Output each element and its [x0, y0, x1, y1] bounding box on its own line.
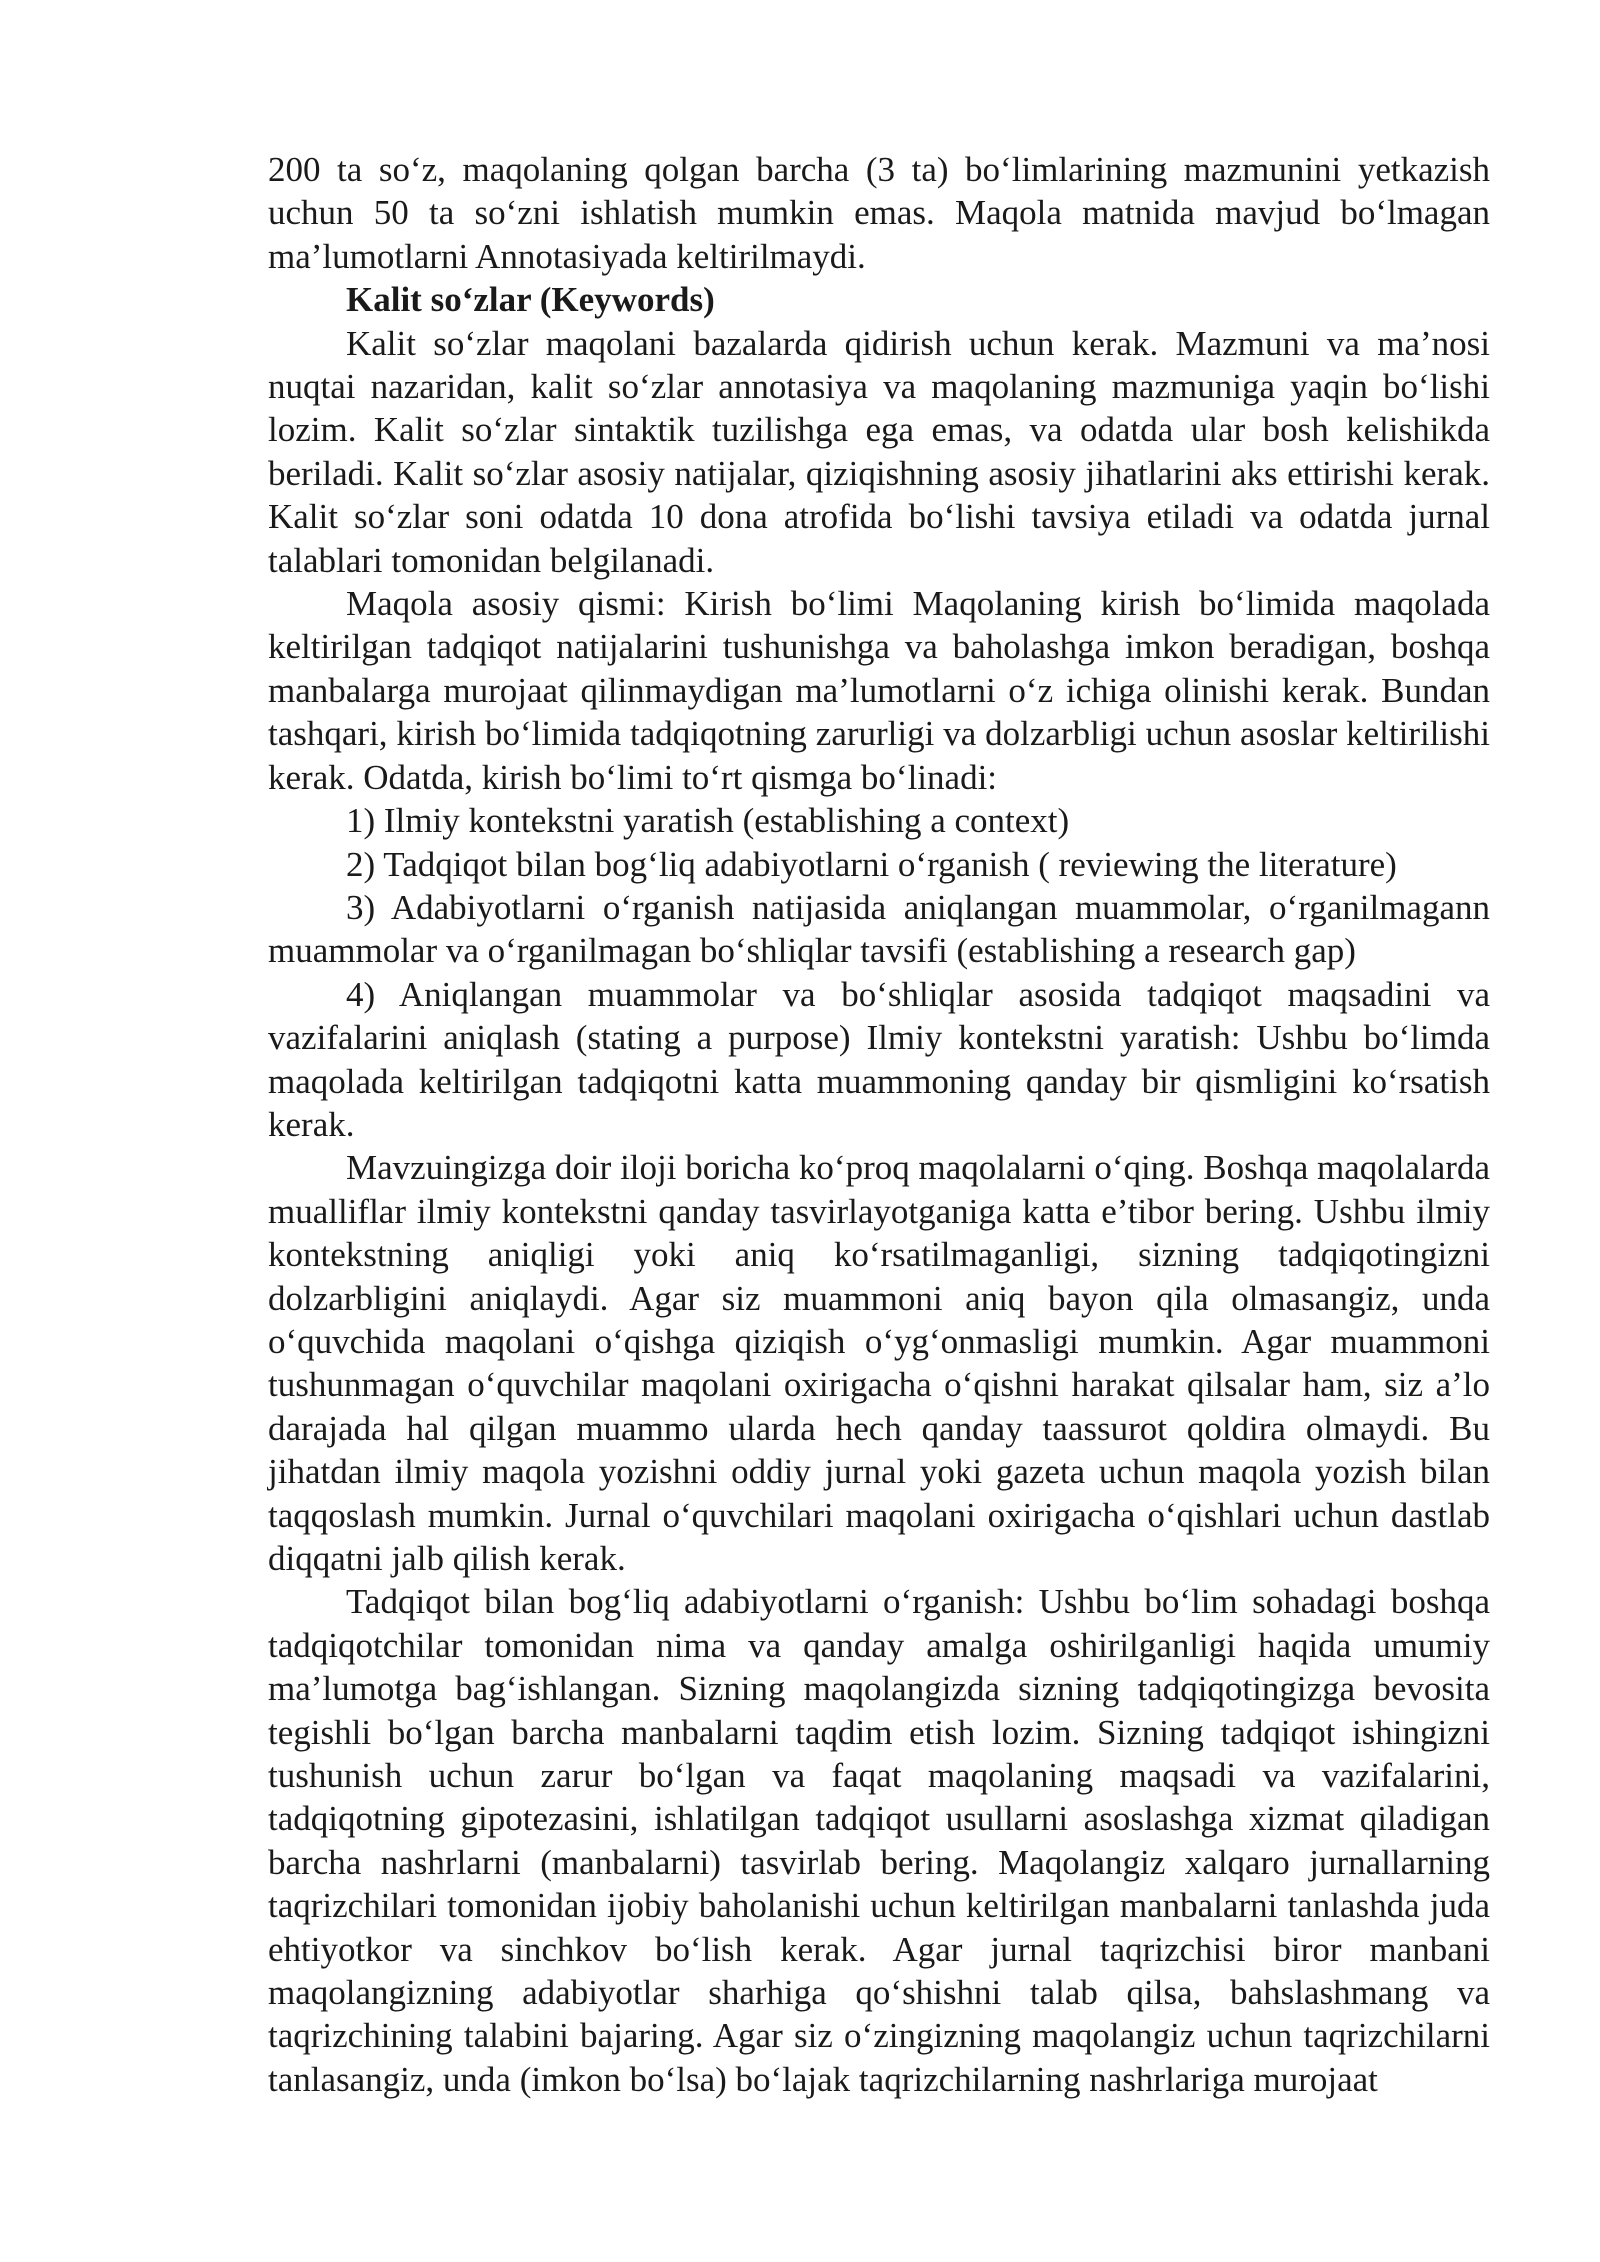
paragraph-introduction: Maqola asosiy qismi: Kirish bo‘limi Maqolaning kirish bo‘limida maqolada keltirilgan tadqiqot natijalarini tushunishga va baholashga imkon beradigan, boshqa manbalarga murojaat qilinmaydigan ma’lumotlarni o‘z ichiga olinishi kerak. Bundan tashqari, kirish bo‘limida tadqiqotning zarurligi va dolzarbligi uchun asoslar keltirilishi kerak. Odatda, kirish bo‘limi to‘rt qismga bo‘linadi: [268, 584, 1490, 797]
list-item-4: 4) Aniqlangan muammolar va bo‘shliqlar asosida tadqiqot maqsadini va vazifalarini aniqlash (stating a purpose) Ilmiy kontekstni yaratish: Ushbu bo‘limda maqolada keltirilgan tadqiqotni katta muammoning qanday bir qismligini ko‘rsatish kerak. [268, 974, 1490, 1144]
paragraph-literature-review: Tadqiqot bilan bog‘liq adabiyotlarni o‘rganish: Ushbu bo‘lim sohadagi boshqa tadqiqotchilar tomonidan nima va qanday amalga oshirilganligi haqida umumiy ma’lumotga bag‘ishlangan. Sizning maqolangizda sizning tadqiqotingizga bevosita tegishli bo‘lgan barcha manbalarni taqdim etish lozim. Sizning tadqiqot ishingizni tushunish uchun zarur bo‘lgan va faqat maqolaning maqsadi va vazifalarini, tadqiqotning gipotezasini, ishlatilgan tadqiqot usullarni asoslashga xizmat qiladigan barcha nashrlarni (manbalarni) tasvirlab bering. Maqolangiz xalqaro jurnallarning taqrizchilari tomonidan ijobiy baholanishi uchun keltirilgan manbalarni tanlashda juda ehtiyotkor va sinchkov bo‘lish kerak. Agar jurnal taqrizchisi biror manbani maqolangizning adabiyotlar sharhiga qo‘shishni talab qilsa, bahslashmang va taqrizchining talabini bajaring. Agar siz o‘zingizning maqolangiz uchun taqrizchilarni tanlasangiz, unda (imkon bo‘lsa) bo‘lajak taqrizchilarning nashrlariga murojaat [268, 1582, 1490, 2099]
heading-keywords: Kalit so‘zlar (Keywords) [346, 280, 715, 320]
list-item-3: 3) Adabiyotlarni o‘rganish natijasida aniqlangan muammolar, o‘rganilmagann muammolar va o‘rganilmagan bo‘shliqlar tavsifi (establishing a research gap) [268, 887, 1490, 971]
list-item-2: 2) Tadqiqot bilan bog‘liq adabiyotlarni o‘rganish ( reviewing the literature) [346, 844, 1397, 884]
paragraph-context: Mavzuingizga doir iloji boricha ko‘proq maqolalarni o‘qing. Boshqa maqolalarda mualliflar ilmiy kontekstni qanday tasvirlayotganiga katta e’tibor bering. Ushbu ilmiy kontekstning aniqligi yoki aniq ko‘rsatilmaganligi, sizning tadqiqotingizni dolzarbligini aniqlaydi. Agar siz muammoni aniq bayon qila olmasangiz, unda o‘quvchida maqolani o‘qishga qiziqish o‘yg‘onmasligi mumkin. Agar muammoni tushunmagan o‘quvchilar maqolani oxirigacha o‘qishni harakat qilsalar ham, siz a’lo darajada hal qilgan muammo ularda hech qanday taassurot qoldira olmaydi. Bu jihatdan ilmiy maqola yozishni oddiy jurnal yoki gazeta uchun maqola yozish bilan taqqoslash mumkin. Jurnal o‘quvchilari maqolani oxirigacha o‘qishlari uchun dastlab diqqatni jalb qilish kerak. [268, 1148, 1490, 1578]
document-page [268, 148, 1490, 2101]
paragraph-keywords: Kalit so‘zlar maqolani bazalarda qidirish uchun kerak. Mazmuni va ma’nosi nuqtai nazaridan, kalit so‘zlar annotasiya va maqolaning mazmuniga yaqin bo‘lishi lozim. Kalit so‘zlar sintaktik tuzilishga ega emas, va odatda ular bosh kelishikda beriladi. Kalit so‘zlar asosiy natijalar, qiziqishning asosiy jihatlarini aks ettirishi kerak. Kalit so‘zlar soni odatda 10 dona atrofida bo‘lishi tavsiya etiladi va odatda jurnal talablari tomonidan belgilanadi. [268, 323, 1490, 580]
list-item-1: 1) Ilmiy kontekstni yaratish (establishing a context) [346, 801, 1070, 841]
paragraph-annotation-end: 200 ta so‘z, maqolaning qolgan barcha (3 ta) bo‘limlarining mazmunini yetkazish uchun 50 ta so‘zni ishlatish mumkin emas. Maqola matnida mavjud bo‘lmagan ma’lumotlarni Annotasiyada keltirilmaydi. [268, 150, 1490, 276]
